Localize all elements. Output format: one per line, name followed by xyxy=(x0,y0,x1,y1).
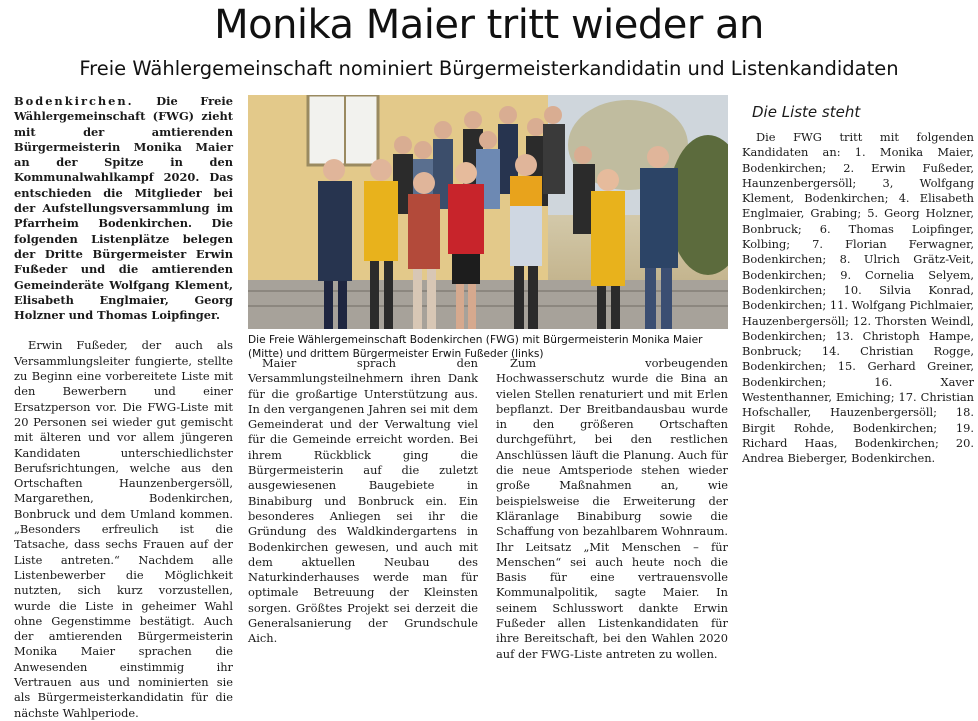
body-paragraph-2: Maier sprach den Versammlungsteilnehmern ihren Dank für die großartige Unterstützung aus. In den vergangenen Jahren sei mit dem Gemeinderat und der Verwaltung viel für die Gemeinde erreicht worden. Bei ihrem Rückblick ging die Bürgermeisterin auf die zuletzt ausgewiesenen Baugebiete in Binabiburg und Bonbruck ein. Ein besonderes Anliegen sei ihr die Gründung des Waldkindergartens in Bodenkirchen gewesen, und auch mit dem aktuellen Neubau des Naturkinderhauses werde man für optimale Betreuung der Kleinsten sorgen. Größtes Projekt sei derzeit die Generalsanierung der Grundschule Aich. xyxy=(248,356,478,646)
column-2 xyxy=(248,356,478,647)
candidate-list: Die FWG tritt mit folgenden Kandidaten an: 1. Monika Maier, Bodenkirchen; 2. Erwin Fußeder, Haunzenbergersöll; 3, Wolfgang Klement, Bodenkirchen; 4. Elisabeth Englmaier, Grabing; 5. Georg Holzner, Bonbruck; 6. Thomas Loipfinger, Kolbing; 7. Florian Ferwagner, Bodenkirchen; 8. Ulrich Grätz-Veit, Bodenkirchen; 9. Cornelia Selyem, Bodenkirchen; 10. Silvia Konrad, Bodenkirchen; 11. Wolfgang Pichlmaier, Hauzenbergersöll; 12. Thorsten Weindl, Bodenkirchen; 13. Christoph Hampe, Bonbruck; 14. Christian Rogge, Bodenkirchen; 15. Gerhard Greiner, Bodenkirchen; 16. Xaver Westenthanner, Emiching; 17. Christian Hofschaller, Hauzenbergersöll; 18. Birgit Rohde, Bodenkirchen; 19. Richard Haas, Bodenkirchen; 20. Andrea Bieberger, Bodenkirchen. xyxy=(742,130,975,466)
column-4 xyxy=(742,94,974,467)
dateline: Bodenkirchen. xyxy=(14,94,134,108)
photo-caption: Die Freie Wählergemeinschaft Bodenkirchen (FWG) mit Bürgermeisterin Monika Maier (Mitte) und drittem Bürgermeister Erwin Fußeder (links) xyxy=(248,334,703,360)
paragraph-spacer xyxy=(14,323,233,338)
headline: Monika Maier tritt wieder an xyxy=(214,2,764,48)
body-paragraph-1: Erwin Fußeder, der auch als Versammlungsleiter fungierte, stellte zu Beginn eine vorbereitete Liste mit den Bewerbern und einer Ersatzperson vor. Die FWG-Liste mit 20 Personen sei wieder gut gemischt mit älteren und vor allem jüngeren Kandidaten unterschiedlichster Berufsrichtungen, welche aus den Ortschaften Haunzenbergersöll, Margarethen, Bodenkirchen, Bonbruck und dem Umland kommen. „Besonders erfreulich ist die Tatsache, dass sechs Frauen auf der Liste antreten.“ Nachdem alle Listenbewerber die Möglichkeit nutzten, sich kurz vorzustellen, wurde die Liste in geheimer Wahl ohne Gegenstimme bestätigt. Auch der amtierenden Bürgermeisterin Monika Maier sprachen die Anwesenden einstimmig ihr Vertrauen aus und nominierten sie als Bürgermeisterkandidatin für die nächste Wahlperiode. xyxy=(14,338,233,720)
window-frame xyxy=(344,95,346,165)
building-window xyxy=(308,95,378,165)
lead-paragraph xyxy=(14,94,233,323)
section-heading: Die Liste steht xyxy=(752,103,861,121)
body-paragraph-3: Zum vorbeugenden Hochwasserschutz wurde die Bina an vielen Stellen renaturiert und mit Erlen bepflanzt. Der Breitbandausbau wurde in den größeren Ortschaften durchgeführt, bei den restlichen Anschlüssen läuft die Planung. Auch für die neue Amtsperiode stehen wieder große Maßnahmen an, wie beispielsweise die Erweiterung der Kläranlage Binabiburg sowie die Schaffung von bezahlbarem Wohnraum. Ihr Leitsatz „Mit Menschen – für Menschen“ sei auch heute noch die Basis für eine vertrauensvolle Kommunalpolitik, sagte Maier. In seinem Schlusswort dankte Erwin Fußeder allen Listenkandidaten für ihre Bereitschaft, bei den Wahlen 2020 auf der FWG-Liste antreten zu wollen. xyxy=(496,356,728,661)
column-3 xyxy=(496,356,728,662)
column-1 xyxy=(14,94,233,721)
lead-text: Die Freie Wählergemeinschaft (FWG) zieht mit der amtierenden Bürgermeisterin Monika Maier an der Spitze in den Kommunalwahlkampf 2020. Das entschieden die Mitglieder bei der Aufstellungsversammlung im Pfarrheim Bodenkirchen. Die folgenden Listenplätze belegen der Dritte Bürgermeister Erwin Fußeder und die amtierenden Gemeinderäte Wolfgang Klement, Elisabeth Englmaier, Georg Holzner und Thomas Loipfinger. xyxy=(14,94,233,323)
subheadline: Freie Wählergemeinschaft nominiert Bürgermeisterkandidatin und Listenkandidaten xyxy=(79,57,899,80)
group-photo-illustration xyxy=(248,95,728,329)
group-photo xyxy=(248,95,728,329)
